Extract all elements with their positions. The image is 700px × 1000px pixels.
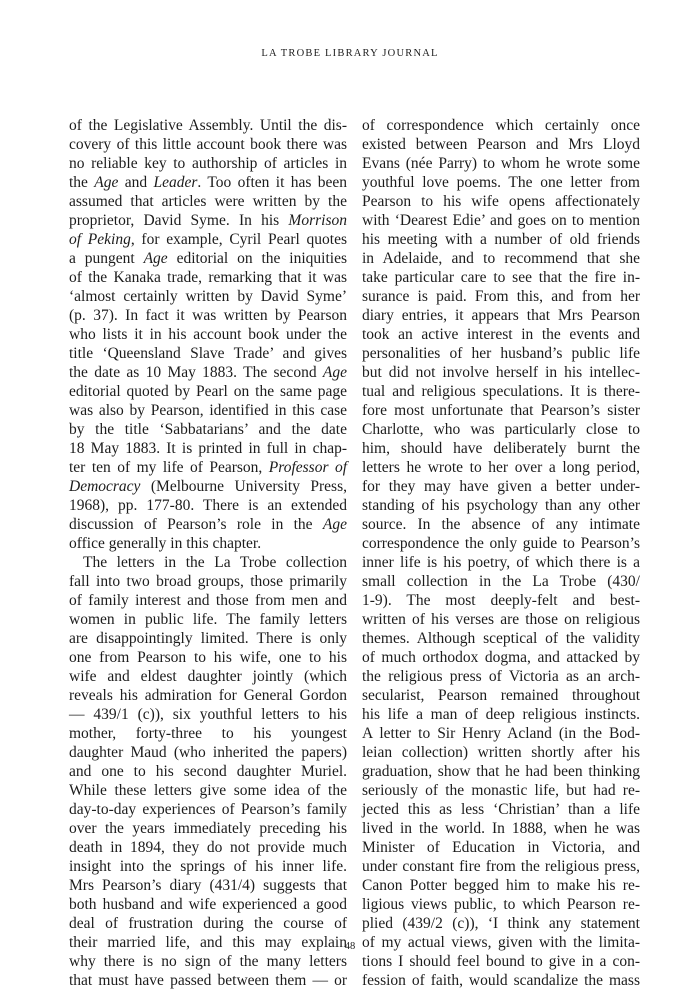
text-line: the date as 10 May 1883. The second Age — [69, 364, 347, 381]
text-line: ligious views public, to which Pearson re- — [362, 896, 640, 913]
text-line: youthful love poems. The one letter from — [362, 174, 640, 191]
text-line: why there is no sign of the many letters — [69, 953, 347, 970]
text-line: proprietor, David Syme. In his Morrison — [69, 212, 347, 229]
text-line: of much orthodox dogma, and attacked by — [362, 649, 640, 666]
text-line: of family interest and those from men and — [69, 592, 347, 609]
text-line: by the title ‘Sabbatarians’ and the date — [69, 421, 347, 438]
text-line: in Adelaide, and to recommend that she — [362, 250, 640, 267]
text-line: fore most unfortunate that Pearson’s sister — [362, 402, 640, 419]
text-line: a pungent Age editorial on the iniquities — [69, 250, 347, 267]
text-line: of Peking, for example, Cyril Pearl quotes — [69, 231, 347, 248]
text-line: title ‘Queensland Slave Trade’ and gives — [69, 345, 347, 362]
text-line: covery of this little account book there was — [69, 136, 347, 153]
text-line: reveals his admiration for General Gordon — [69, 687, 347, 704]
text-line: insight into the springs of his inner life. — [69, 858, 347, 875]
text-line: ter ten of my life of Pearson, Professor of — [69, 459, 348, 476]
text-line: assumed that articles were written by the — [69, 193, 347, 210]
text-line: plied (439/2 (c)), ‘I think any statement — [362, 915, 640, 932]
text-line: office generally in this chapter. — [69, 535, 262, 552]
text-line: Democracy (Melbourne University Press, — [69, 478, 347, 495]
text-line: Minister of Education in Victoria, and — [362, 839, 640, 856]
text-line: with ‘Dearest Edie’ and goes on to mention — [362, 212, 640, 229]
text-line: take particular care to see that the fire in- — [362, 269, 640, 286]
text-line: personalities of her husband’s public life — [362, 345, 640, 362]
text-line: diary entries, it appears that Mrs Pearson — [362, 307, 640, 324]
left-column — [69, 116, 347, 990]
right-column — [362, 116, 640, 990]
page-number: 48 — [344, 941, 356, 952]
text-line: inner life is his poetry, of which there is a — [362, 554, 640, 571]
text-line: the religious press of Victoria as an arch- — [362, 668, 640, 685]
text-line: under constant fire from the religious press, — [362, 858, 640, 875]
text-line: of my actual views, given with the limita- — [362, 934, 640, 951]
text-line: lived in the world. In 1888, when he was — [362, 820, 640, 837]
text-line: over the years immediately preceding his — [69, 820, 347, 837]
text-line: source. In the absence of any intimate — [362, 516, 640, 533]
text-line: of the Kanaka trade, remarking that it was — [69, 269, 347, 286]
text-line: his life a man of deep religious instincts. — [362, 706, 640, 723]
text-line: that must have passed between them — or — [69, 972, 347, 989]
text-line: Charlotte, who was particularly close to — [362, 421, 640, 438]
text-line: of correspondence which certainly once — [362, 117, 640, 134]
text-line: surance is paid. From this, and from her — [362, 288, 640, 305]
text-line: who lists it in his account book under the — [69, 326, 347, 343]
text-line: fession of faith, would scandalize the mass — [362, 972, 640, 989]
text-line: While these letters give some idea of the — [69, 782, 347, 799]
text-line: existed between Pearson and Mrs Lloyd — [362, 136, 640, 153]
text-line: of the Legislative Assembly. Until the dis- — [69, 117, 347, 134]
text-line: one from Pearson to his wife, one to his — [69, 649, 347, 666]
text-line: — 439/1 (c)), six youthful letters to his — [69, 706, 347, 723]
text-line: daughter Maud (who inherited the papers) — [69, 744, 347, 761]
text-line: standing of his psychology than any other — [362, 497, 640, 514]
text-line: death in 1894, they do not provide much — [69, 839, 347, 856]
text-line: secularist, Pearson remained throughout — [362, 687, 640, 704]
text-line: day-to-day experiences of Pearson’s family — [69, 801, 347, 818]
text-line: both husband and wife experienced a good — [69, 896, 347, 913]
text-line: took an active interest in the events and — [362, 326, 640, 343]
text-line: and one to his second daughter Muriel. — [69, 763, 347, 780]
text-line: correspondence the only guide to Pearson’s — [362, 535, 640, 552]
text-line: fall into two broad groups, those primarily — [69, 573, 347, 590]
text-line: the Age and Leader. Too often it has been — [69, 174, 347, 191]
text-line: Pearson to his wife opens affectionately — [362, 193, 640, 210]
text-line: wife and eldest daughter jointly (which — [69, 668, 347, 685]
text-line: Mrs Pearson’s diary (431/4) suggests that — [69, 877, 347, 894]
text-line: mother, forty-three to his youngest — [69, 725, 347, 742]
text-line: was also by Pearson, identified in this case — [69, 402, 347, 419]
text-line: women in public life. The family letters — [69, 611, 347, 628]
text-line: but did not involve herself in his intellec- — [362, 364, 640, 381]
text-line: tions I should feel bound to give in a con- — [362, 953, 640, 970]
text-line: small collection in the La Trobe (430/ — [362, 573, 640, 590]
running-header: LA TROBE LIBRARY JOURNAL — [261, 48, 439, 59]
text-line: 1968), pp. 177-80. There is an extended — [69, 497, 347, 514]
text-line: no reliable key to authorship of articles in — [69, 155, 347, 172]
text-line: his meeting with a number of old friends — [362, 231, 640, 248]
text-line: their married life, and this may explain — [69, 934, 347, 951]
text-line: editorial quoted by Pearl on the same page — [69, 383, 347, 400]
text-line: written of his verses are those on religious — [362, 611, 640, 628]
text-line: graduation, show that he had been thinking — [362, 763, 640, 780]
text-line: him, should have deliberately burnt the — [362, 440, 640, 457]
text-line: jected this as less ‘Christian’ than a life — [362, 801, 640, 818]
text-line: A letter to Sir Henry Acland (in the Bod- — [362, 725, 640, 742]
text-line: themes. Although sceptical of the validity — [362, 630, 640, 647]
text-line: seriously of the monastic life, but had re- — [362, 782, 640, 799]
text-line: Evans (née Parry) to whom he wrote some — [362, 155, 640, 172]
text-line: ‘almost certainly written by David Syme’ — [69, 288, 347, 305]
text-line: 18 May 1883. It is printed in full in chap- — [69, 440, 347, 457]
text-line: for they may have given a better under- — [362, 478, 640, 495]
text-line: 1-9). The most deeply-felt and best- — [362, 592, 640, 609]
text-line: The letters in the La Trobe collection — [83, 554, 347, 571]
text-line: (p. 37). In fact it was written by Pearson — [69, 307, 347, 324]
text-line: leian collection) written shortly after his — [362, 744, 640, 761]
text-line: are disappointingly limited. There is only — [69, 630, 347, 647]
text-line: letters he wrote to her over a long period, — [362, 459, 640, 476]
text-line: discussion of Pearson’s role in the Age — [69, 516, 347, 533]
text-line: tual and religious speculations. It is there- — [362, 383, 640, 400]
text-line: Canon Potter begged him to make his re- — [362, 877, 640, 894]
text-line: deal of frustration during the course of — [69, 915, 347, 932]
